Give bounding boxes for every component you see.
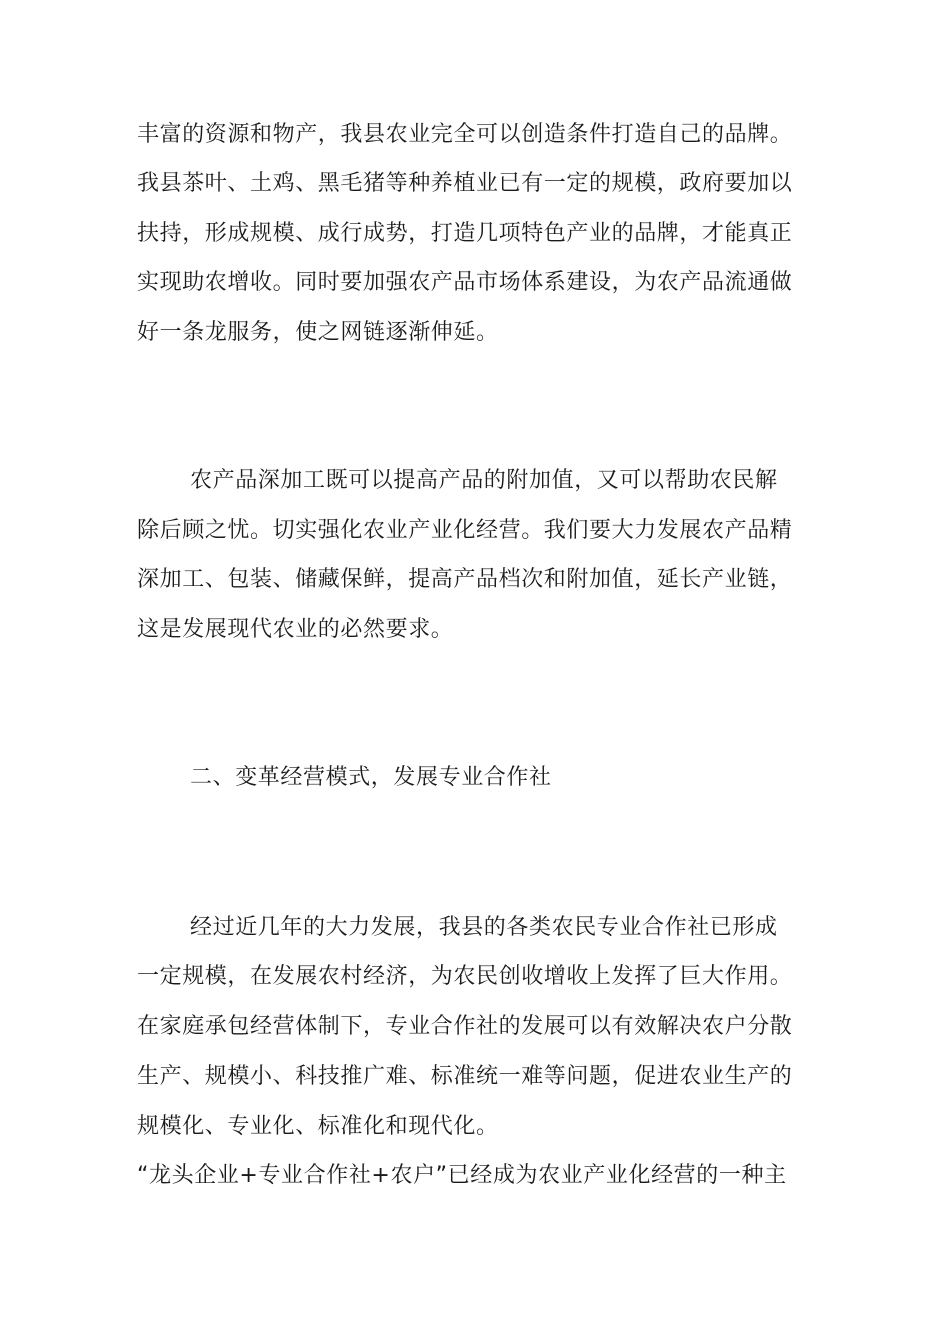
paragraph-1-line-1: 丰富的资源和物产，我县农业完全可以创造条件打造自己的品牌。	[137, 122, 793, 147]
paragraph-1-line-4: 实现助农增收。同时要加强农产品市场体系建设，为农产品流通做	[137, 270, 793, 295]
paragraph-2-line-4: 这是发展现代农业的必然要求。	[137, 617, 454, 642]
paragraph-1-line-5: 好一条龙服务，使之网链逐渐伸延。	[137, 320, 499, 345]
paragraph-3-line-4: 生产、规模小、科技推广难、标准统一难等问题，促进农业生产的	[137, 1064, 793, 1089]
paragraph-3-line-6: “龙头企业+专业合作社+农户”已经成为农业产业化经营的一种主	[137, 1163, 787, 1188]
paragraph-3-line-2: 一定规模，在发展农村经济，为农民创收增收上发挥了巨大作用。	[137, 964, 793, 989]
paragraph-1-line-2: 我县茶叶、土鸡、黑毛猪等种养植业已有一定的规模，政府要加以	[137, 171, 793, 196]
paragraph-3-line-5: 规模化、专业化、标准化和现代化。	[137, 1114, 499, 1139]
paragraph-2-line-2: 除后顾之忧。切实强化农业产业化经营。我们要大力发展农产品精	[137, 518, 793, 543]
paragraph-3-line-3: 在家庭承包经营体制下，专业合作社的发展可以有效解决农户分散	[137, 1014, 793, 1039]
paragraph-2-line-3: 深加工、包装、储藏保鲜，提高产品档次和附加值，延长产业链，	[137, 567, 793, 592]
paragraph-2-line-1: 农产品深加工既可以提高产品的附加值，又可以帮助农民解	[190, 468, 778, 493]
paragraph-3-line-1: 经过近几年的大力发展，我县的各类农民专业合作社已形成	[190, 915, 778, 940]
section-heading: 二、变革经营模式，发展专业合作社	[190, 765, 552, 790]
paragraph-1-line-3: 扶持，形成规模、成行成势，打造几项特色产业的品牌，才能真正	[137, 221, 793, 246]
